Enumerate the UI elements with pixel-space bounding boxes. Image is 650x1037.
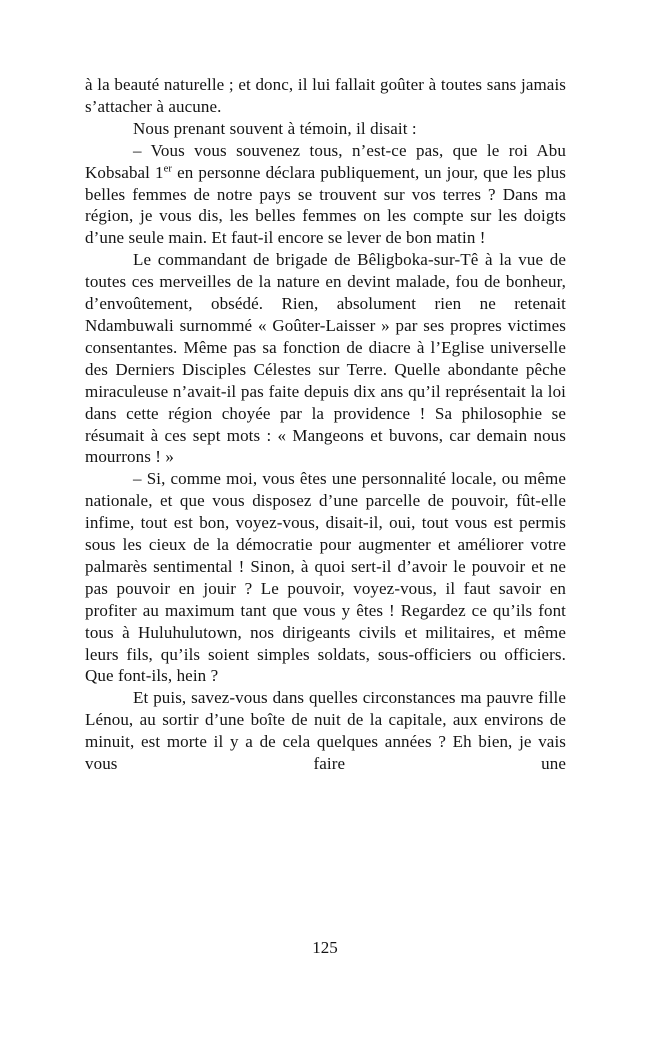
paragraph: Nous prenant souvent à témoin, il disait : [133, 118, 417, 138]
paragraph: – Vous vous souvenez tous, n’est-ce pas, que le roi Abu Kobsabal 1er en personne déclara publiquement, un jour, que les plus belles femmes de notre pays se trouvent sur vos terres ? Dans ma région, je vous dis, les belles femmes on les compte sur les doigts d’une seule main. Et faut-il encore se lever de bon matin ! [85, 140, 566, 248]
superscript-ordinal: er [163, 162, 173, 174]
paragraph: Et puis, savez-vous dans quelles circonstances ma pauvre fille Lénou, au sortir d’une boîte de nuit de la capitale, aux environs de minuit, est morte il y a de cela quelques années ? Eh bien, je vais vous faire une [85, 688, 566, 774]
page-text [85, 74, 566, 775]
page-number: 125 [312, 938, 338, 957]
paragraph: – Si, comme moi, vous êtes une personnalité locale, ou même nationale, et que vous disposez d’une parcelle de pouvoir, fût-elle infime, tout est bon, voyez-vous, disait-il, oui, tout vous est permis sous les cieux de la démocratie pour augmenter et améliorer votre palmarès sentimental ! Sinon, à quoi sert-il d’avoir le pouvoir et ne pas pouvoir en jouir ? Le pouvoir, voyez-vous, il faut savoir en profiter au maximum tant que vous y êtes ! Regardez ce qu’ils font tous à Huluhulutown, nos dirigeants civils et militaires, et même leurs fils, qu’ils soient simples soldats, sous-officiers ou officiers. Que font-ils, hein ? [85, 469, 566, 686]
paragraph: à la beauté naturelle ; et donc, il lui fallait goûter à toutes sans jamais s’attacher à aucune. [85, 75, 566, 116]
paragraph: Le commandant de brigade de Bêligboka-sur-Tê à la vue de toutes ces merveilles de la nature en devint malade, fou de bonheur, d’envoûtement, obsédé. Rien, absolument rien ne retenait Ndambuwali surnommé « Goûter-Laisser » par ses propres victimes consentantes. Même pas sa fonction de diacre à l’Eglise universelle des Derniers Disciples Célestes sur Terre. Quelle abondante pêche miraculeuse n’avait-il pas faite depuis dix ans qu’il représentait la loi dans cette région choyée par la providence ! Sa philosophie se résumait à ces sept mots : « Mangeons et buvons, car demain nous mourrons ! » [85, 250, 566, 467]
